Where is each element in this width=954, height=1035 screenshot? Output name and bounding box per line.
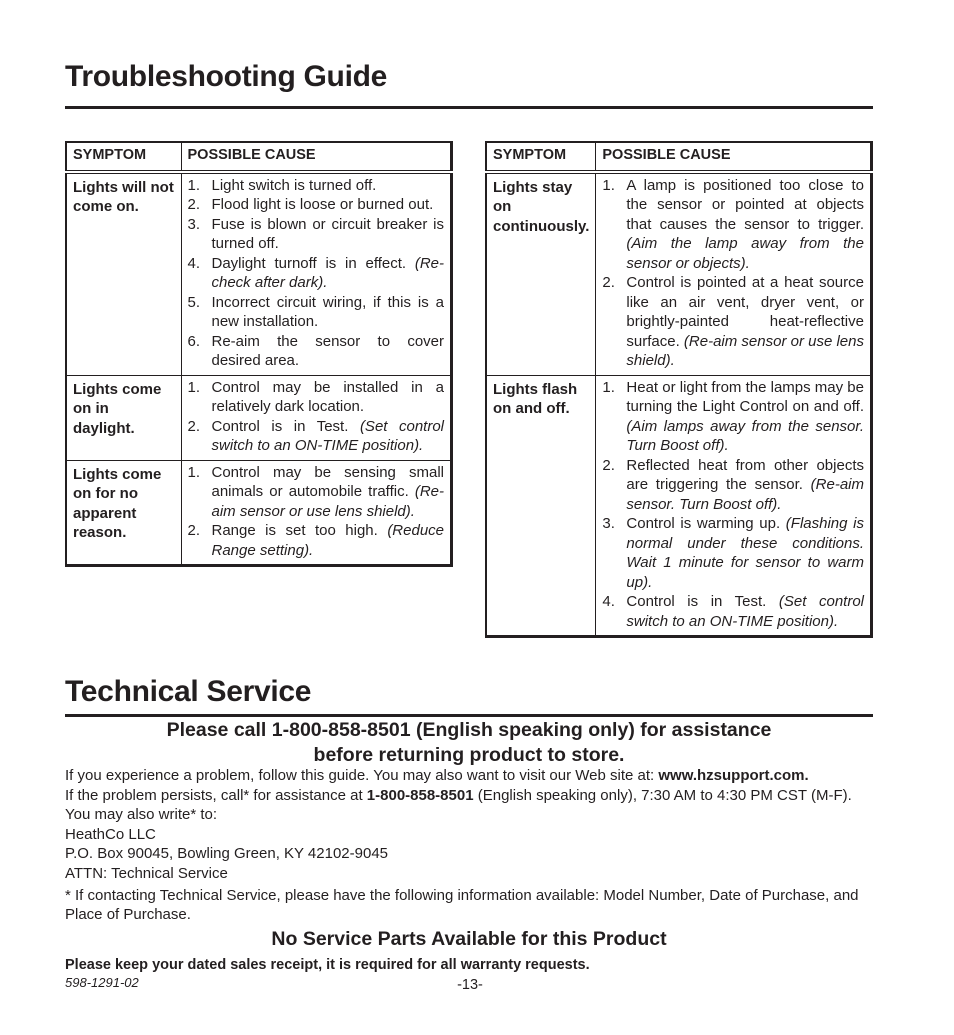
symptom-row [66, 460, 452, 566]
cause-text: Reflected heat from other objects are triggering the sensor. [626, 456, 864, 493]
cause-list [188, 463, 445, 561]
cause-number: 2. [187, 196, 201, 213]
cause-remedy-note: (Flashing is normal under these conditions. Wait 1 minute for sensor to warm up). [626, 515, 864, 591]
possible-cause-cell [181, 460, 452, 566]
contact-prefix: If the problem persists, call* for assistance at [65, 786, 367, 804]
cause-remedy-note: (Set control switch to an ON-TIME position). [626, 593, 864, 630]
cause-description [626, 176, 864, 274]
cause-number: 2. [602, 274, 615, 291]
symptom-cell: Lights will not come on. [66, 172, 181, 376]
cause-text: Control is pointed at a heat source like an air vent, dryer vent, or brightly-painted heat-reflective surface. [626, 274, 864, 350]
cause-remedy-note: (Re-check after dark). [211, 254, 444, 291]
cause-description [212, 293, 445, 332]
cause-description [626, 592, 864, 631]
address-attn: ATTN: Technical Service [65, 864, 228, 882]
receipt-note: Please keep your dated sales receipt, it is required for all warranty requests. [65, 957, 590, 973]
cause-text: Control is warming up. [626, 515, 781, 532]
call-notice-line2: before returning product to store. [313, 744, 625, 766]
cause-item [188, 378, 445, 417]
cause-item [602, 592, 864, 631]
cause-description [212, 215, 445, 254]
cause-remedy-note: (Aim lamps away from the sensor. Turn Boost off). [626, 417, 864, 454]
contact-paragraph [65, 786, 875, 825]
troubleshooting-table-right [485, 141, 873, 638]
cause-text: Control is in Test. [626, 593, 767, 610]
symptom-row [486, 375, 872, 637]
cause-item [602, 273, 864, 371]
cause-text: Flood light is loose or burned out. [211, 196, 434, 213]
header-possible-cause: POSSIBLE CAUSE [181, 142, 452, 172]
cause-number: 4. [602, 593, 615, 610]
cause-number: 3. [602, 515, 615, 532]
cause-number: 6. [187, 332, 201, 350]
cause-text: Control is in Test. [211, 417, 349, 435]
cause-remedy-note: (Re-aim sensor or use lens shield). [626, 332, 864, 369]
possible-cause-cell [181, 172, 452, 376]
website-link[interactable]: www.hzsupport.com. [658, 767, 809, 784]
cause-number: 1. [187, 378, 201, 396]
cause-number: 1. [602, 176, 615, 194]
page-number: -13- [457, 977, 483, 993]
contact-suffix: (English speaking only), 7:30 AM to 4:30 PM CST (M-F). You may also write* to: [65, 786, 852, 824]
call-notice-line1: Please call 1-800-858-8501 (English speaking only) for assistance [166, 719, 772, 741]
cause-list [188, 378, 445, 456]
cause-description [212, 378, 445, 417]
no-service-parts-heading: No Service Parts Available for this Product [271, 928, 667, 950]
symptom-row [66, 172, 452, 376]
symptom-cell: Lights come on in daylight. [66, 375, 181, 460]
cause-list [188, 176, 445, 371]
cause-text: A lamp is positioned too close to the sensor or pointed at objects that causes the sensor to trigger. [626, 176, 864, 233]
cause-number: 3. [187, 215, 201, 233]
cause-text: Control may be sensing small animals or automobile traffic. [211, 463, 444, 500]
cause-description [212, 332, 445, 371]
header-possible-cause: POSSIBLE CAUSE [596, 142, 872, 172]
cause-number: 5. [187, 293, 201, 311]
cause-text: Heat or light from the lamps may be turning the Light Control on and off. [626, 378, 864, 415]
intro-text: If you experience a problem, follow this guide. You may also want to visit our Web site at: [65, 767, 659, 784]
footnote: * If contacting Technical Service, please have the following information available: Model Number, Date of Purchase, and Place of Purchase. [65, 886, 859, 924]
document-number: 598-1291-02 [65, 975, 139, 990]
troubleshooting-table-left [65, 141, 453, 567]
cause-item [188, 332, 445, 371]
title-rule [65, 106, 873, 109]
cause-text: Re-aim the sensor to cover desired area. [211, 332, 444, 369]
intro-paragraph [65, 766, 875, 786]
cause-item [602, 456, 864, 515]
address-po-box: P.O. Box 90045, Bowling Green, KY 42102-9045 [65, 845, 389, 863]
cause-remedy-note: (Re-aim sensor. Turn Boost off). [626, 476, 865, 513]
possible-cause-cell [596, 172, 872, 376]
cause-description [212, 463, 445, 522]
cause-number: 4. [187, 254, 201, 272]
cause-description [626, 273, 864, 371]
cause-text: Incorrect circuit wiring, if this is a new installation. [211, 293, 444, 330]
address-company: HeathCo LLC [65, 825, 156, 843]
cause-item [602, 378, 864, 456]
symptom-row [66, 375, 452, 460]
cause-description [212, 254, 445, 293]
service-body [65, 766, 875, 925]
cause-remedy-note: (Reduce Range setting). [211, 522, 445, 559]
cause-list [602, 176, 864, 371]
cause-text: Daylight turnoff is in effect. [211, 254, 407, 272]
cause-text: Control may be installed in a relatively dark location. [211, 378, 444, 415]
cause-description [626, 456, 864, 515]
cause-text: Light switch is turned off. [211, 176, 377, 194]
possible-cause-cell [181, 375, 452, 460]
symptom-cell: Lights flash on and off. [486, 375, 596, 637]
cause-item [602, 514, 864, 592]
cause-number: 1. [187, 463, 201, 481]
cause-item [188, 293, 445, 332]
call-notice [65, 718, 873, 768]
cause-number: 2. [602, 456, 615, 474]
phone-number: 1-800-858-8501 [366, 786, 474, 804]
header-symptom: SYMPTOM [66, 142, 181, 172]
possible-cause-cell [596, 375, 872, 637]
cause-number: 2. [187, 417, 201, 435]
cause-item [188, 417, 445, 456]
cause-number: 1. [187, 176, 201, 194]
symptom-cell: Lights stay on continuously. [486, 172, 596, 376]
cause-text: Range is set too high. [211, 522, 378, 539]
cause-description [212, 176, 445, 196]
cause-list [602, 378, 864, 632]
cause-item [188, 254, 445, 293]
cause-description [626, 378, 864, 456]
cause-item [188, 463, 445, 522]
cause-item [188, 195, 445, 215]
cause-description [212, 521, 445, 560]
cause-item [188, 176, 445, 196]
technical-service-rule [65, 714, 873, 717]
technical-service-title: Technical Service [65, 675, 312, 708]
symptom-row [486, 172, 872, 376]
cause-item [188, 215, 445, 254]
cause-remedy-note: (Aim the lamp away from the sensor or objects). [626, 235, 864, 272]
cause-description [212, 195, 445, 215]
header-symptom: SYMPTOM [486, 142, 596, 172]
cause-number: 1. [602, 378, 615, 396]
symptom-cell: Lights come on for no apparent reason. [66, 460, 181, 566]
cause-remedy-note: (Set control switch to an ON-TIME position). [211, 417, 445, 454]
cause-item [602, 176, 864, 274]
cause-number: 2. [187, 522, 201, 539]
cause-description [212, 417, 445, 456]
cause-text: Fuse is blown or circuit breaker is turned off. [211, 215, 444, 252]
cause-description [626, 514, 864, 592]
cause-item [188, 521, 445, 560]
troubleshooting-title: Troubleshooting Guide [65, 60, 388, 93]
cause-remedy-note: (Re-aim sensor or use lens shield). [211, 483, 444, 520]
